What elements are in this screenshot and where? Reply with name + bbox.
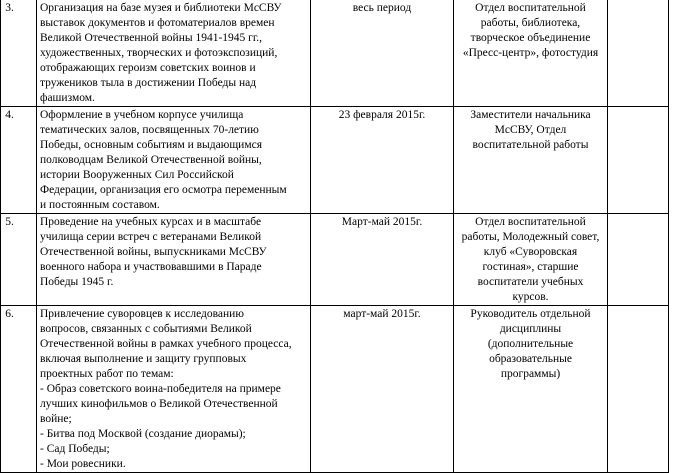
event-description-line: и постоянным составом.	[40, 199, 160, 211]
event-date-line: март-май 2015г.	[343, 308, 421, 320]
responsible-party-line: клуб «Суворовская	[483, 246, 578, 258]
responsible-party-line: МсСВУ, Отдел	[494, 124, 567, 136]
responsible-party-line: курсов.	[512, 291, 549, 303]
event-description-line: - Сад Победы;	[40, 443, 110, 455]
event-date	[311, 214, 454, 306]
event-description-line: полководцам Великой Отечественной войны,	[40, 154, 262, 166]
event-description-line: войне;	[40, 413, 72, 425]
responsible-party-line: Отдел воспитательной	[475, 216, 586, 228]
responsible-party-line: работы, Молодежный совет,	[461, 231, 600, 243]
responsible-party-line: работы, библиотека,	[480, 17, 581, 29]
event-date	[311, 306, 454, 473]
notes-cell	[608, 306, 669, 473]
event-description-line: истории Вооруженных Сил Российской	[40, 169, 234, 181]
event-description-line: училища серии встреч с ветеранами Великой	[40, 231, 262, 243]
notes-cell	[608, 0, 669, 107]
responsible-party-line: дисциплины	[499, 323, 562, 335]
responsible-party-line: программы)	[500, 368, 561, 380]
responsible-party	[454, 107, 608, 214]
event-description-line: Отечественной войны в рамках учебного процесса,	[40, 338, 292, 350]
event-description-line: Великой Отечественной войны 1941-1945 гг.,	[40, 32, 263, 44]
event-date	[311, 0, 454, 107]
event-date-line: Март-май 2015г.	[341, 216, 423, 228]
row-number: 5.	[1, 214, 37, 306]
event-description-line: включая выполнение и защиту групповых	[40, 353, 247, 365]
responsible-party	[454, 0, 608, 107]
table-row	[1, 107, 669, 214]
event-description-line: - Мои ровесники.	[40, 458, 126, 470]
responsible-party	[454, 306, 608, 473]
event-description-line: вопросов, связанных с событиями Великой	[40, 323, 252, 335]
event-description-line: Оформление в учебном корпусе училища	[40, 109, 244, 121]
responsible-party-line: воспитатели учебных	[477, 276, 584, 288]
row-number: 4.	[1, 107, 37, 214]
responsible-party-line: образовательные	[489, 353, 572, 365]
event-description-line: тружеников тыла в достижении Победы над	[40, 77, 257, 89]
event-description-line: военного набора и участвовавшими в Параде	[40, 261, 262, 273]
row-number: 6.	[1, 306, 37, 473]
responsible-party-line: творческое объединение	[470, 32, 591, 44]
responsible-party-line: Заместители начальника	[470, 109, 591, 121]
event-description-line: Победы 1945 г.	[40, 276, 114, 288]
table-row	[1, 306, 669, 473]
event-description	[37, 214, 311, 306]
responsible-party-line: Отдел воспитательной	[475, 2, 586, 14]
responsible-party-line: воспитательной работы	[472, 139, 589, 151]
responsible-party-line: (дополнительные	[487, 338, 574, 350]
event-description-line: отображающих героизм советских воинов и	[40, 62, 256, 74]
event-description-line: тематических залов, посвященных 70-летию	[40, 124, 259, 136]
event-date-line: весь период	[352, 2, 412, 14]
notes-cell	[608, 107, 669, 214]
event-description-line: - Образ советского воина-победителя на примере	[40, 383, 281, 395]
event-description-line: - Битва под Москвой (создание диорамы);	[40, 428, 246, 440]
row-number: 3.	[1, 0, 37, 107]
event-date-line: 23 февраля 2015г.	[338, 109, 426, 121]
responsible-party-line: гостиная», старшие	[482, 261, 579, 273]
responsible-party-line: «Пресс-центр», фотостудия	[462, 47, 599, 59]
event-description-line: Привлечение суворовцев к исследованию	[40, 308, 244, 320]
event-description-line: Организация на базе музея и библиотеки МсСВУ	[40, 2, 282, 14]
event-description-line: Проведение на учебных курсах и в масштабе	[40, 216, 262, 228]
event-description-line: Отечественной войны, выпускниками МсСВУ	[40, 246, 267, 258]
responsible-party	[454, 214, 608, 306]
table-row	[1, 0, 669, 107]
event-description-line: лучших кинофильмов о Великой Отечественной	[40, 398, 278, 410]
event-date	[311, 107, 454, 214]
event-description-line: фашизмом.	[40, 92, 95, 104]
event-description-line: выставок документов и фотоматериалов времен	[40, 17, 275, 29]
event-description-line: художественных, творческих и фотоэкспозиций,	[40, 47, 278, 59]
event-description-line: Победы, основным событиям и выдающимся	[40, 139, 263, 151]
event-description	[37, 306, 311, 473]
event-description-line: проектных работ по темам:	[40, 368, 174, 380]
event-description-line: Федерации, организация его осмотра переменным	[40, 184, 287, 196]
responsible-party-line: Руководитель отдельной	[470, 308, 591, 320]
table-row	[1, 214, 669, 306]
notes-cell	[608, 214, 669, 306]
event-description	[37, 107, 311, 214]
event-description	[37, 0, 311, 107]
